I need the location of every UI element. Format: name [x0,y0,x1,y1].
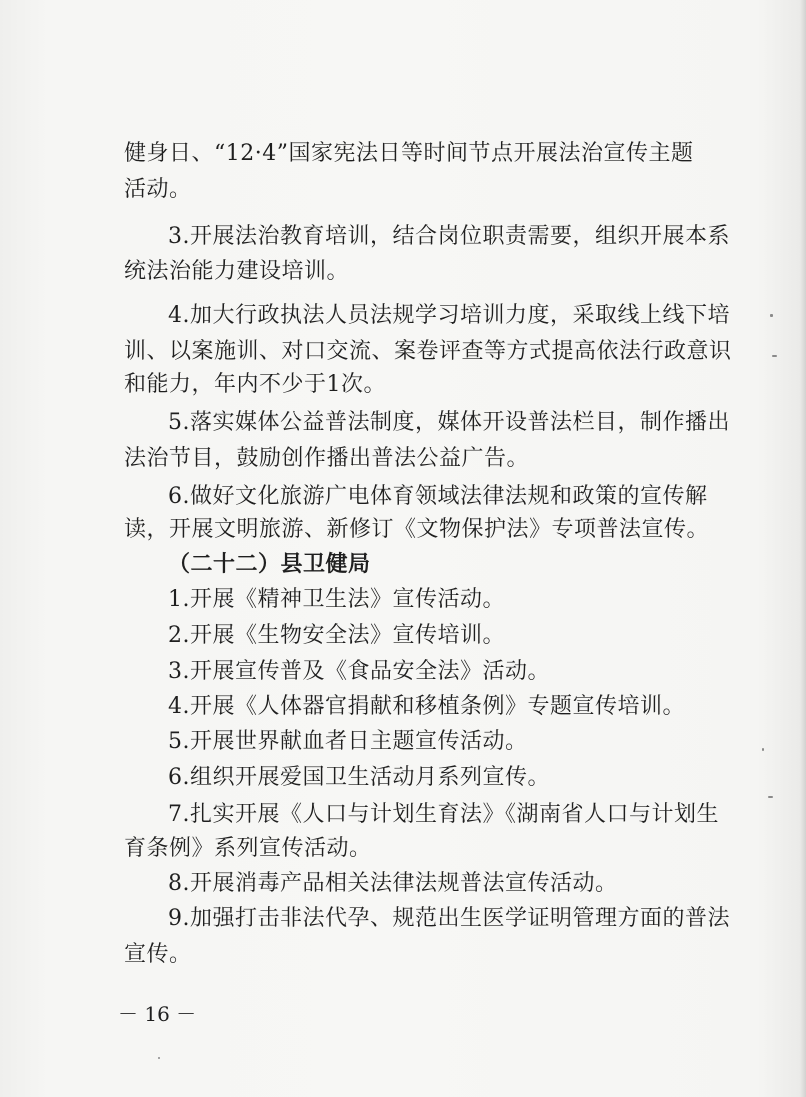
text-line: 宣传。 [124,942,192,967]
text-line: 8.开展消毒产品相关法律法规普法宣传活动。 [168,871,618,896]
text-line: 6.组织开展爱国卫生活动月系列宣传。 [168,765,550,790]
section-heading: （二十二）县卫健局 [168,551,371,577]
text-line: 读，开展文明旅游、新修订《文物保护法》专项普法宣传。 [124,517,710,542]
text-line: 活动。 [124,177,192,202]
scan-edge-shadow [800,0,806,1097]
text-line: 2.开展《生物安全法》宣传培训。 [168,623,505,648]
scan-speck [158,1057,160,1059]
text-line: 3.开展法治教育培训，结合岗位职责需要，组织开展本系 [168,224,730,249]
text-line: 6.做好文化旅游广电体育领域法律法规和政策的宣传解 [168,484,708,509]
text-line: 4.开展《人体器官捐献和移植条例》专题宣传培训。 [168,694,685,719]
text-line: 4.加大行政执法人员法规学习培训力度，采取线上线下培 [168,303,730,328]
scan-speck [770,314,773,317]
text-line: 法治节目，鼓励创作播出普法公益广告。 [124,446,530,471]
text-line: 育条例》系列宣传活动。 [124,836,372,861]
text-line: 统法治能力建设培训。 [124,259,350,284]
text-line: 5.开展世界献血者日主题宣传活动。 [168,729,528,754]
page-number: － 16 － [118,1002,197,1026]
text-line: 3.开展宣传普及《食品安全法》活动。 [168,659,550,684]
scan-speck [768,796,773,798]
scan-speck [772,355,777,357]
text-line: 1.开展《精神卫生法》宣传活动。 [168,587,505,612]
scan-speck [762,748,764,751]
text-line: 训、以案施训、对口交流、案卷评查等方式提高依法行政意识 [124,339,732,364]
text-line: 9.加强打击非法代孕、规范出生医学证明管理方面的普法 [168,906,730,931]
text-line: 7.扎实开展《人口与计划生育法》《湖南省人口与计划生 [168,802,719,827]
text-line: 5.落实媒体公益普法制度，媒体开设普法栏目，制作播出 [168,410,730,435]
text-line: 健身日、“12·4”国家宪法日等时间节点开展法治宣传主题 [124,141,694,166]
text-line: 和能力，年内不少于1次。 [124,372,386,397]
